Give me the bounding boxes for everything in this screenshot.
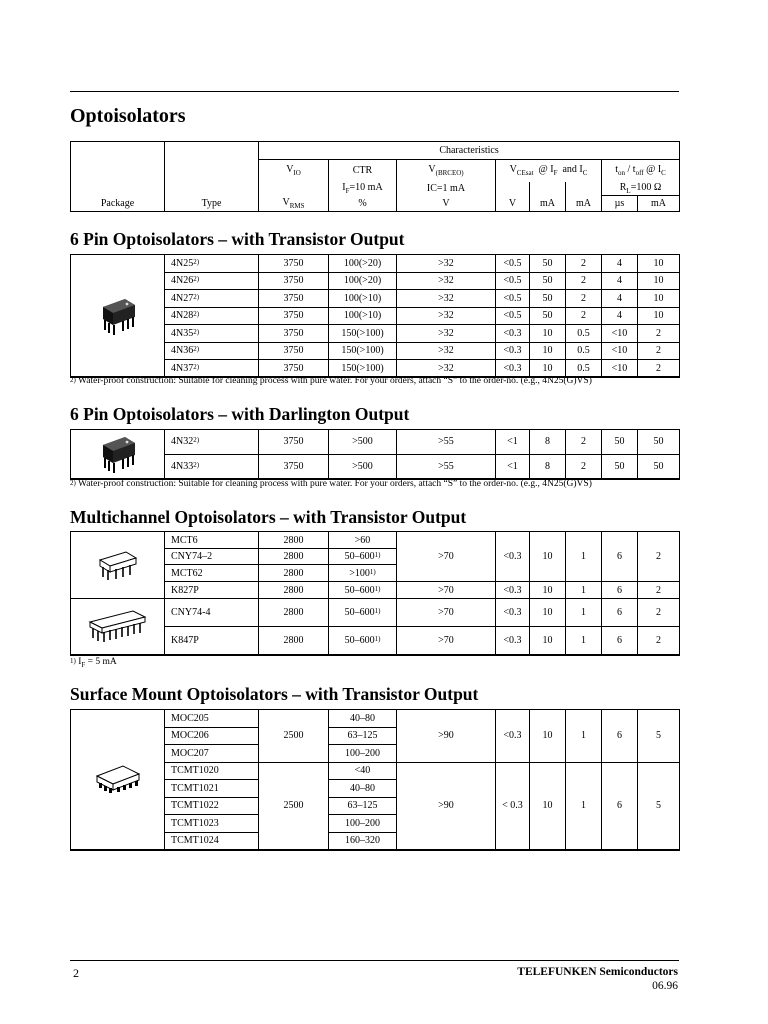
header-vbr-unit: V (397, 196, 496, 212)
vcesat-cell: <0.5 (496, 307, 530, 325)
ic-cell: 1 (566, 762, 602, 850)
type-cell: K847P (165, 627, 259, 655)
type-cell: TCMT1024 (165, 832, 259, 850)
type-cell: 4N35$^{2)}$ (165, 325, 259, 343)
type-cell: MCT6 (165, 532, 259, 549)
header-package: Package (71, 142, 165, 212)
header-ic2-unit: mA (638, 196, 680, 212)
vio-cell: 2800 (259, 532, 329, 549)
ic2-cell: 2 (638, 360, 680, 378)
table-row (71, 532, 680, 549)
header-ctr-unit: % (329, 196, 397, 212)
header-vio-unit: $V_{RMS}$ (259, 196, 329, 212)
vcesat-cell: <0.5 (496, 290, 530, 308)
ctr-cell: 100–200 (329, 815, 397, 833)
ton-cell: <10 (602, 360, 638, 378)
type-cell: TCMT1022 (165, 797, 259, 815)
ton-cell: 50 (602, 454, 638, 479)
header-ton-toff: $t_{on} / t_{off}$ @ $I_C$ (602, 160, 680, 182)
vio-cell: 2800 (259, 565, 329, 582)
ic2-cell: 5 (638, 710, 680, 763)
section-title-surface-mount: Surface Mount Optoisolators – with Transistor Output (70, 684, 479, 704)
ton-cell: 6 (602, 582, 638, 599)
if-cell: 10 (530, 342, 566, 360)
header-type: Type (165, 142, 259, 212)
ctr-cell: 40–80 (329, 780, 397, 798)
vio-cell: 2500 (259, 710, 329, 763)
header-characteristics: Characteristics (259, 142, 680, 160)
package-cell (71, 710, 165, 850)
type-cell: MOC205 (165, 710, 259, 728)
ic-cell: 1 (566, 627, 602, 655)
vio-cell: 3750 (259, 290, 329, 308)
ic2-cell: 10 (638, 255, 680, 273)
header-vbr: $V_{(BRCEO)}$ (397, 160, 496, 182)
if-cell: 10 (530, 710, 566, 763)
ctr-cell: 40–80 (329, 710, 397, 728)
vio-cell: 2800 (259, 627, 329, 655)
vcesat-cell: <0.3 (496, 532, 530, 582)
ton-cell: 50 (602, 430, 638, 455)
if-cell: 10 (530, 599, 566, 627)
ic-cell: 2 (566, 430, 602, 455)
if-cell: 8 (530, 454, 566, 479)
ic-cell: 0.5 (566, 342, 602, 360)
header-ctr-cond: $I_F=10$ mA (329, 182, 397, 196)
ic2-cell: 10 (638, 290, 680, 308)
characteristics-header-table (70, 141, 680, 212)
type-cell: 4N37$^{2)}$ (165, 360, 259, 378)
package-cell (71, 532, 165, 599)
type-cell: MOC206 (165, 727, 259, 745)
section-title-darlington: 6 Pin Optoisolators – with Darlington Output (70, 404, 410, 424)
ctr-cell: 100(>10) (329, 307, 397, 325)
ic2-cell: 2 (638, 325, 680, 343)
type-cell: 4N26$^{2)}$ (165, 272, 259, 290)
vcesat-cell: <0.3 (496, 599, 530, 627)
vio-cell: 3750 (259, 272, 329, 290)
if-cell: 10 (530, 360, 566, 378)
table-row (71, 255, 680, 273)
ctr-cell: 150(>100) (329, 325, 397, 343)
page-title: Optoisolators (70, 105, 186, 127)
if-cell: 10 (530, 532, 566, 582)
ctr-cell: 50–600$^{1)}$ (329, 549, 397, 565)
header-if-unit: mA (530, 196, 566, 212)
vcesat-cell: < 0.3 (496, 762, 530, 850)
header-vce-unit: V (496, 196, 530, 212)
dip6-package-icon (95, 431, 141, 477)
ctr-cell: <40 (329, 762, 397, 780)
vbr-cell: >32 (397, 255, 496, 273)
ic-cell: 0.5 (566, 325, 602, 343)
ic-cell: 2 (566, 255, 602, 273)
ic2-cell: 50 (638, 454, 680, 479)
vbr-cell: >90 (397, 710, 496, 763)
ton-cell: 6 (602, 627, 638, 655)
vbr-cell: >32 (397, 342, 496, 360)
vio-cell: 3750 (259, 360, 329, 378)
header-ctr: CTR (329, 160, 397, 182)
ctr-cell: 50–600$^{1)}$ (329, 599, 397, 627)
package-cell (71, 599, 165, 655)
vbr-cell: >90 (397, 762, 496, 850)
ton-cell: 4 (602, 307, 638, 325)
vcesat-cell: <0.3 (496, 582, 530, 599)
table-multichannel (70, 531, 680, 656)
vbr-cell: >32 (397, 360, 496, 378)
vcesat-cell: <0.3 (496, 360, 530, 378)
vio-cell: 3750 (259, 342, 329, 360)
vcesat-cell: <0.3 (496, 325, 530, 343)
type-cell: TCMT1021 (165, 780, 259, 798)
vio-cell: 2800 (259, 549, 329, 565)
package-cell (71, 255, 165, 378)
ctr-cell: 100(>10) (329, 290, 397, 308)
if-cell: 10 (530, 627, 566, 655)
ic-cell: 2 (566, 290, 602, 308)
ic-cell: 0.5 (566, 360, 602, 378)
ton-cell: 6 (602, 532, 638, 582)
package-cell (71, 430, 165, 479)
ton-cell: <10 (602, 325, 638, 343)
ic-cell: 2 (566, 454, 602, 479)
type-cell: TCMT1020 (165, 762, 259, 780)
dip8-package-icon (96, 548, 140, 582)
type-cell: K827P (165, 582, 259, 599)
smd-package-icon (93, 760, 143, 798)
vbr-cell: >70 (397, 582, 496, 599)
footer-date: 06.96 (652, 980, 678, 992)
type-cell: 4N28$^{2)}$ (165, 307, 259, 325)
section-title-transistor-6pin: 6 Pin Optoisolators – with Transistor Output (70, 229, 405, 249)
ctr-cell: 50–600$^{1)}$ (329, 627, 397, 655)
ctr-cell: 100–200 (329, 745, 397, 763)
vbr-cell: >70 (397, 627, 496, 655)
header-ton-unit: µs (602, 196, 638, 212)
vcesat-cell: <0.5 (496, 255, 530, 273)
table-darlington (70, 429, 680, 480)
vio-cell: 3750 (259, 454, 329, 479)
vbr-cell: >55 (397, 454, 496, 479)
footnote-waterproof-2: $^{2)}$ Water-proof construction: Suitable for cleaning process with pure water. For your orders, attach “S” to the order-no. (e.g., 4N25(G)VS) (70, 479, 592, 489)
footer-rule (70, 960, 679, 961)
ic2-cell: 50 (638, 430, 680, 455)
if-cell: 50 (530, 255, 566, 273)
vio-cell: 3750 (259, 255, 329, 273)
vbr-cell: >32 (397, 325, 496, 343)
ic-cell: 2 (566, 307, 602, 325)
table-surface-mount (70, 709, 680, 851)
vcesat-cell: <0.3 (496, 342, 530, 360)
ic2-cell: 10 (638, 307, 680, 325)
vbr-cell: >70 (397, 532, 496, 582)
ctr-cell: 150(>100) (329, 342, 397, 360)
vcesat-cell: <1 (496, 454, 530, 479)
ic2-cell: 2 (638, 532, 680, 582)
ctr-cell: 100(>20) (329, 272, 397, 290)
ic-cell: 1 (566, 710, 602, 763)
type-cell: MCT62 (165, 565, 259, 582)
ctr-cell: $>100^{1)}$ (329, 565, 397, 582)
if-cell: 50 (530, 307, 566, 325)
ctr-cell: 63–125 (329, 797, 397, 815)
type-cell: CNY74-4 (165, 599, 259, 627)
dip16-package-icon (87, 608, 149, 644)
ctr-cell: 100(>20) (329, 255, 397, 273)
footer-brand: TELEFUNKEN Semiconductors (517, 966, 678, 978)
ctr-cell: 160–320 (329, 832, 397, 850)
ctr-cell: 63–125 (329, 727, 397, 745)
header-rl: $R_L=100$ Ω (602, 182, 680, 196)
ic-cell: 2 (566, 272, 602, 290)
ton-cell: 4 (602, 290, 638, 308)
ton-cell: 4 (602, 255, 638, 273)
if-cell: 8 (530, 430, 566, 455)
ctr-cell: 50–600$^{1)}$ (329, 582, 397, 599)
header-vio: $V_{IO}$ (259, 160, 329, 182)
page-number: 2 (73, 966, 79, 980)
ic2-cell: 2 (638, 599, 680, 627)
ic2-cell: 10 (638, 272, 680, 290)
ctr-cell: >60 (329, 532, 397, 549)
ton-cell: 6 (602, 762, 638, 850)
ton-cell: 4 (602, 272, 638, 290)
vbr-cell: >70 (397, 599, 496, 627)
header-vcesat: $V_{CEsat}$ @ $I_F$ and $I_C$ (496, 160, 602, 182)
vcesat-cell: <0.3 (496, 710, 530, 763)
table-row (71, 430, 680, 455)
vcesat-cell: <1 (496, 430, 530, 455)
if-cell: 10 (530, 582, 566, 599)
footnote-if: $^{1)}$ $I_F = 5$ mA (70, 657, 117, 669)
vbr-cell: >32 (397, 307, 496, 325)
ic2-cell: 2 (638, 342, 680, 360)
table-row (71, 710, 680, 728)
ic-cell: 1 (566, 599, 602, 627)
type-cell: 4N32$^{2)}$ (165, 430, 259, 455)
ton-cell: 6 (602, 710, 638, 763)
table-row (71, 599, 680, 627)
dip6-package-icon (95, 293, 141, 339)
type-cell: 4N27$^{2)}$ (165, 290, 259, 308)
vcesat-cell: <0.5 (496, 272, 530, 290)
vbr-cell: >55 (397, 430, 496, 455)
ctr-cell: >500 (329, 454, 397, 479)
ic2-cell: 5 (638, 762, 680, 850)
type-cell: MOC207 (165, 745, 259, 763)
vio-cell: 3750 (259, 307, 329, 325)
header-vbr-cond: IC=1 mA (397, 182, 496, 196)
if-cell: 10 (530, 762, 566, 850)
vio-cell: 2500 (259, 762, 329, 850)
top-rule (70, 91, 679, 92)
vcesat-cell: <0.3 (496, 627, 530, 655)
if-cell: 50 (530, 272, 566, 290)
ic-cell: 1 (566, 582, 602, 599)
type-cell: 4N25$^{2)}$ (165, 255, 259, 273)
type-cell: CNY74–2 (165, 549, 259, 565)
footnote-waterproof-1: $^{2)}$ Water-proof construction: Suitable for cleaning process with pure water. For your orders, attach “S” to the order-no. (e.g., 4N25(G)VS) (70, 376, 592, 386)
header-ic-unit: mA (566, 196, 602, 212)
type-cell: TCMT1023 (165, 815, 259, 833)
vio-cell: 2800 (259, 582, 329, 599)
table-transistor-6pin (70, 254, 680, 378)
vbr-cell: >32 (397, 272, 496, 290)
ic2-cell: 2 (638, 627, 680, 655)
vio-cell: 3750 (259, 430, 329, 455)
ctr-cell: 150(>100) (329, 360, 397, 378)
type-cell: 4N36$^{2)}$ (165, 342, 259, 360)
ton-cell: <10 (602, 342, 638, 360)
vio-cell: 2800 (259, 599, 329, 627)
ctr-cell: >500 (329, 430, 397, 455)
ic-cell: 1 (566, 532, 602, 582)
type-cell: 4N33$^{2)}$ (165, 454, 259, 479)
if-cell: 50 (530, 290, 566, 308)
ic2-cell: 2 (638, 582, 680, 599)
vio-cell: 3750 (259, 325, 329, 343)
if-cell: 10 (530, 325, 566, 343)
ton-cell: 6 (602, 599, 638, 627)
section-title-multichannel: Multichannel Optoisolators – with Transistor Output (70, 507, 467, 527)
vbr-cell: >32 (397, 290, 496, 308)
